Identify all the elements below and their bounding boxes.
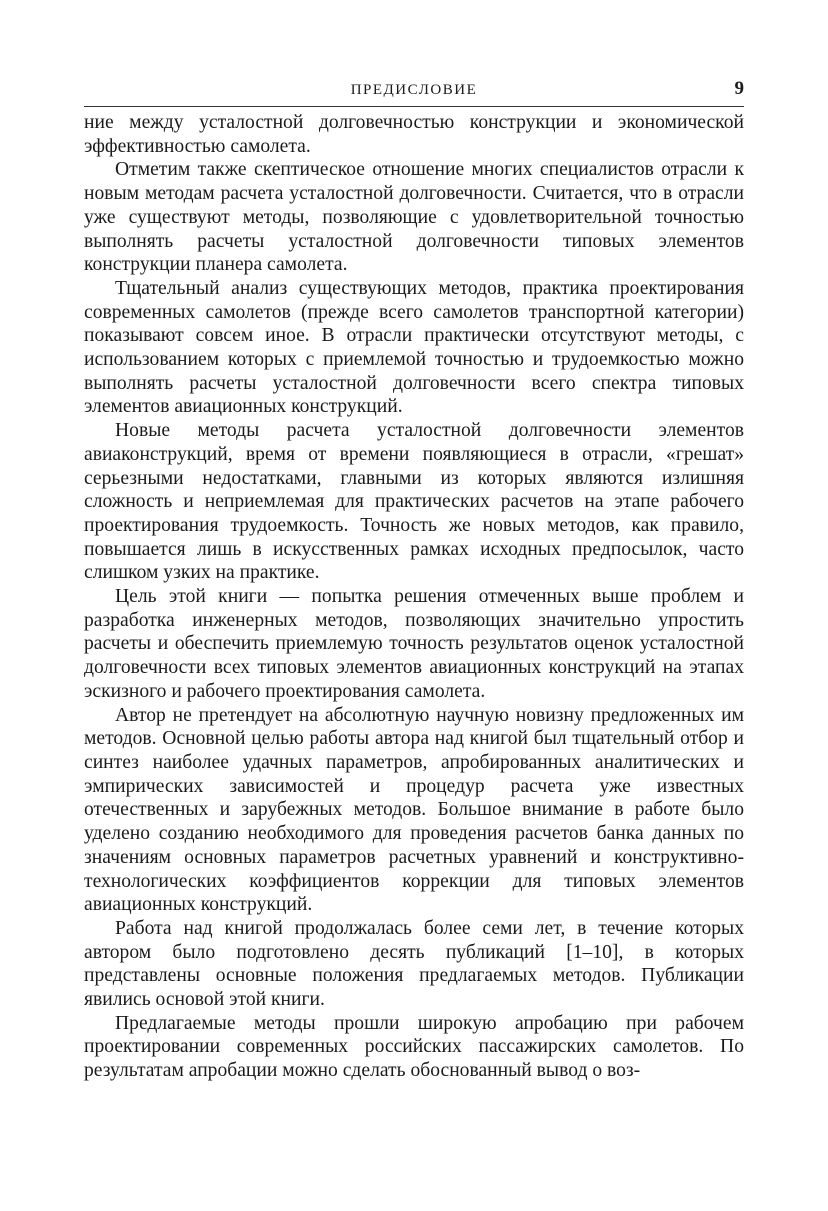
- paragraph-continuation: ние между усталостной долговечностью конструкции и экономической эффективностью самолета.: [84, 112, 744, 157]
- paragraph: Тщательный анализ существующих методов, практика проектирования современных самолетов (прежде всего самолетов транспортной категории) показывают совсем иное. В отрасли практически отсутствуют методы, с использованием которых с приемлемой точностью и трудоемкостью можно выполнять расчеты усталостной долговечности всего спектра типовых элементов авиационных конструкций.: [84, 277, 744, 418]
- paragraph: Автор не претендует на абсолютную научную новизну предложенных им методов. Основной целью работы автора над книгой был тщательный отбор и синтез наиболее удачных параметров, апробированных аналитических и эмпирических зависимостей и процедур расчета уже известных отечественных и зарубежных методов. Большое внимание в работе было уделено созданию необходимого для проведения расчетов банка данных по значениям основных параметров расчетных уравнений и конструктивно-технологических коэффициентов коррекции для типовых элементов авиационных конструкций.: [84, 704, 744, 916]
- running-title: ПРЕДИСЛОВИЕ: [350, 82, 478, 98]
- running-header: [84, 70, 744, 107]
- paragraph: Отметим также скептическое отношение многих специалистов отрасли к новым методам расчета усталостной долговечности. Считается, что в отрасли уже существуют методы, позволяющие с удовлетворительной точностью выполнять расчеты усталостной долговечности типовых элементов конструкции планера самолета.: [84, 159, 744, 276]
- paragraph: Цель этой книги — попытка решения отмеченных выше проблем и разработка инженерных методов, позволяющих значительно упростить расчеты и обеспечить приемлемую точность результатов оценок усталостной долговечности всех типовых элементов авиационных конструкций на этапах эскизного и рабочего проектирования самолета.: [84, 586, 744, 702]
- page-number: 9: [734, 78, 744, 99]
- paragraph: Предлагаемые методы прошли широкую апробацию при рабочем проектировании современных российских пассажирских самолетов. По результатам апробации можно сделать обоснованный вывод о воз-: [84, 1012, 744, 1082]
- paragraph: Новые методы расчета усталостной долговечности элементов авиаконструкций, время от времени появляющиеся в отрасли, «грешат» серьезными недостатками, главными из которых являются излишняя сложность и неприемлемая для практических расчетов на этапе рабочего проектирования трудоемкость. Точность же новых методов, как правило, повышается лишь в искусственных рамках исходных предпосылок, часто слишком узких на практике.: [84, 420, 744, 584]
- book-page: [84, 70, 744, 1083]
- body-text: [84, 111, 744, 1083]
- paragraph: Работа над книгой продолжалась более семи лет, в течение которых автором было подготовлено десять публикаций [1–10], в которых представлены основные положения предлагаемых методов. Публикации явились основой этой книги.: [84, 917, 744, 1011]
